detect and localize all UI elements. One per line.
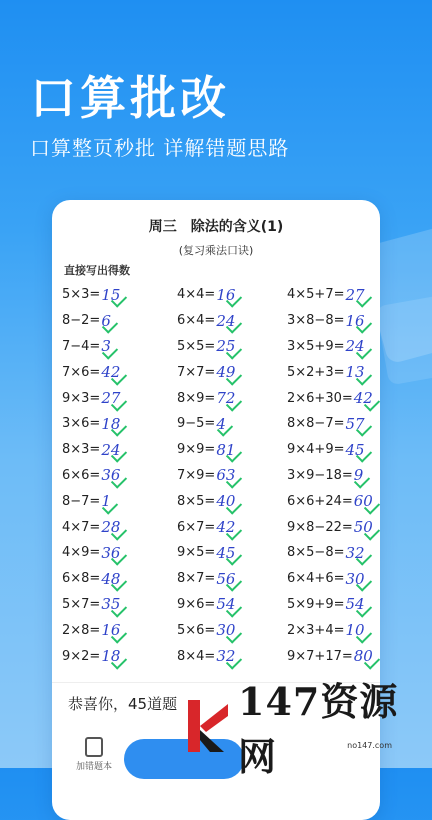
problem-expression: 7×7= (177, 364, 216, 380)
problem-item (177, 643, 287, 669)
problem-item (177, 282, 287, 308)
problem-item (62, 437, 177, 463)
handwritten-answer: 4 (216, 414, 226, 433)
problem-item (62, 282, 177, 308)
problem-expression: 6×8= (62, 571, 101, 587)
handwritten-answer: 30 (345, 569, 365, 588)
handwritten-answer: 18 (101, 647, 121, 666)
handwritten-answer: 60 (353, 492, 373, 511)
problem-expression: 6×6= (62, 467, 101, 483)
problem-item (62, 592, 177, 618)
problem-expression: 8×9= (177, 390, 216, 406)
problem-expression: 9×6= (177, 596, 216, 612)
problem-expression: 8×7= (177, 571, 216, 587)
problem-expression: 4×4= (177, 287, 216, 303)
handwritten-answer: 16 (216, 285, 236, 304)
problem-expression: 8×5−8= (287, 545, 345, 561)
handwritten-answer: 27 (101, 389, 121, 408)
site-watermark (184, 679, 424, 779)
problem-item (287, 437, 382, 463)
problem-expression: 8−2= (62, 313, 101, 329)
worksheet-subtitle: (复习乘法口诀) (178, 244, 254, 257)
handwritten-answer: 16 (101, 621, 121, 640)
problem-expression: 9×7+17= (287, 648, 353, 664)
problem-item (62, 643, 177, 669)
problem-item (62, 514, 177, 540)
problem-expression: 3×8−8= (287, 313, 345, 329)
wrong-book-label: 加错题本 (75, 762, 112, 772)
problem-expression: 9×2= (62, 648, 101, 664)
problem-item (62, 385, 177, 411)
problem-expression: 8−7= (62, 493, 101, 509)
problem-item (62, 617, 177, 643)
handwritten-answer: 42 (216, 518, 236, 537)
problem-expression: 5×2+3= (287, 364, 345, 380)
problem-item (62, 540, 177, 566)
handwritten-answer: 24 (345, 337, 365, 356)
subheadline: 口算整页秒批 详解错题思路 (30, 136, 290, 160)
decorative-card (376, 295, 432, 386)
handwritten-answer: 56 (216, 569, 236, 588)
problem-expression: 2×8= (62, 622, 101, 638)
problem-expression: 3×9−18= (287, 467, 353, 483)
problem-item (287, 463, 382, 489)
problem-item (287, 566, 382, 592)
handwritten-answer: 6 (101, 311, 111, 330)
handwritten-answer: 32 (216, 647, 236, 666)
handwritten-answer: 3 (101, 337, 111, 356)
problem-item (177, 437, 287, 463)
handwritten-answer: 54 (345, 595, 365, 614)
handwritten-answer: 32 (345, 543, 365, 562)
problem-expression: 8×8−7= (287, 416, 345, 432)
problem-expression: 7−4= (62, 338, 101, 354)
problem-expression: 5×5= (177, 338, 216, 354)
problem-expression: 4×5+7= (287, 287, 345, 303)
problem-expression: 9×3= (62, 390, 101, 406)
problem-item (62, 334, 177, 360)
problem-item (177, 463, 287, 489)
handwritten-answer: 36 (101, 543, 121, 562)
problem-item (287, 282, 382, 308)
problem-item (62, 308, 177, 334)
problem-expression: 9×8−22= (287, 519, 353, 535)
problem-item (177, 617, 287, 643)
problem-item (177, 566, 287, 592)
handwritten-answer: 28 (101, 518, 121, 537)
problem-grid (62, 282, 378, 669)
problem-item (287, 540, 382, 566)
problem-item (177, 334, 287, 360)
problem-item (287, 592, 382, 618)
handwritten-answer: 35 (101, 595, 121, 614)
problem-item (177, 488, 287, 514)
problem-item (177, 514, 287, 540)
problem-expression: 2×3+4= (287, 622, 345, 638)
handwritten-answer: 18 (101, 414, 121, 433)
handwritten-answer: 54 (216, 595, 236, 614)
handwritten-answer: 72 (216, 389, 236, 408)
problem-item (287, 411, 382, 437)
problem-item (62, 566, 177, 592)
problem-item (62, 359, 177, 385)
problem-item (287, 359, 382, 385)
handwritten-answer: 40 (216, 492, 236, 511)
problem-item (177, 308, 287, 334)
handwritten-answer: 49 (216, 363, 236, 382)
problem-expression: 9×4+9= (287, 442, 345, 458)
problem-item (287, 334, 382, 360)
problem-item (62, 411, 177, 437)
handwritten-answer: 24 (216, 311, 236, 330)
problem-expression: 4×9= (62, 545, 101, 561)
problem-item (287, 514, 382, 540)
result-text: 恭喜你，45道题 (68, 695, 178, 713)
problem-item (177, 411, 287, 437)
problem-item (287, 308, 382, 334)
handwritten-answer: 16 (345, 311, 365, 330)
problem-expression: 9×5= (177, 545, 216, 561)
problem-expression: 3×5+9= (287, 338, 345, 354)
problem-expression: 8×5= (177, 493, 216, 509)
notebook-icon (85, 737, 103, 757)
problem-expression: 7×6= (62, 364, 101, 380)
problem-expression: 8×3= (62, 442, 101, 458)
handwritten-answer: 10 (345, 621, 365, 640)
problem-expression: 6×6+24= (287, 493, 353, 509)
problem-item (177, 540, 287, 566)
problem-item (177, 592, 287, 618)
problem-item (177, 385, 287, 411)
handwritten-answer: 24 (101, 440, 121, 459)
problem-item (62, 463, 177, 489)
handwritten-answer: 27 (345, 285, 365, 304)
problem-expression: 6×4= (177, 313, 216, 329)
watermark-text: 147资源网 (238, 679, 399, 779)
watermark-url: no147.com (347, 741, 392, 750)
problem-expression: 5×9+9= (287, 596, 345, 612)
handwritten-answer: 80 (353, 647, 373, 666)
problem-item (287, 643, 382, 669)
handwritten-answer: 81 (216, 440, 236, 459)
problem-expression: 6×7= (177, 519, 216, 535)
problem-expression: 9×9= (177, 442, 216, 458)
problem-item (62, 488, 177, 514)
add-to-wrong-book-button[interactable] (74, 737, 114, 772)
problem-expression: 5×7= (62, 596, 101, 612)
headline: 口算批改 (30, 71, 230, 125)
handwritten-answer: 36 (101, 466, 121, 485)
handwritten-answer: 63 (216, 466, 236, 485)
handwritten-answer: 9 (353, 466, 364, 485)
handwritten-answer: 45 (345, 440, 365, 459)
handwritten-answer: 50 (353, 518, 373, 537)
problem-expression: 6×4+6= (287, 571, 345, 587)
problem-item (177, 359, 287, 385)
problem-item (287, 488, 382, 514)
handwritten-answer: 45 (216, 543, 236, 562)
problem-expression: 4×7= (62, 519, 101, 535)
handwritten-answer: 30 (216, 621, 236, 640)
handwritten-answer: 57 (345, 414, 365, 433)
problem-item (287, 617, 382, 643)
worksheet-instruction: 直接写出得数 (64, 264, 130, 277)
handwritten-answer: 15 (101, 285, 121, 304)
handwritten-answer: 1 (101, 492, 111, 511)
worksheet-title: 周三 除法的含义(1) (148, 219, 284, 235)
handwritten-answer: 42 (101, 363, 121, 382)
problem-item (287, 385, 382, 411)
handwritten-answer: 48 (101, 569, 121, 588)
problem-expression: 5×3= (62, 287, 101, 303)
problem-expression: 7×9= (177, 467, 216, 483)
watermark-logo (184, 696, 232, 756)
problem-expression: 8×4= (177, 648, 216, 664)
problem-expression: 3×6= (62, 416, 101, 432)
problem-expression: 5×6= (177, 622, 216, 638)
problem-expression: 2×6+30= (287, 390, 353, 406)
problem-expression: 9−5= (177, 416, 216, 432)
handwritten-answer: 25 (216, 337, 236, 356)
handwritten-answer: 42 (353, 389, 373, 408)
handwritten-answer: 13 (345, 363, 365, 382)
